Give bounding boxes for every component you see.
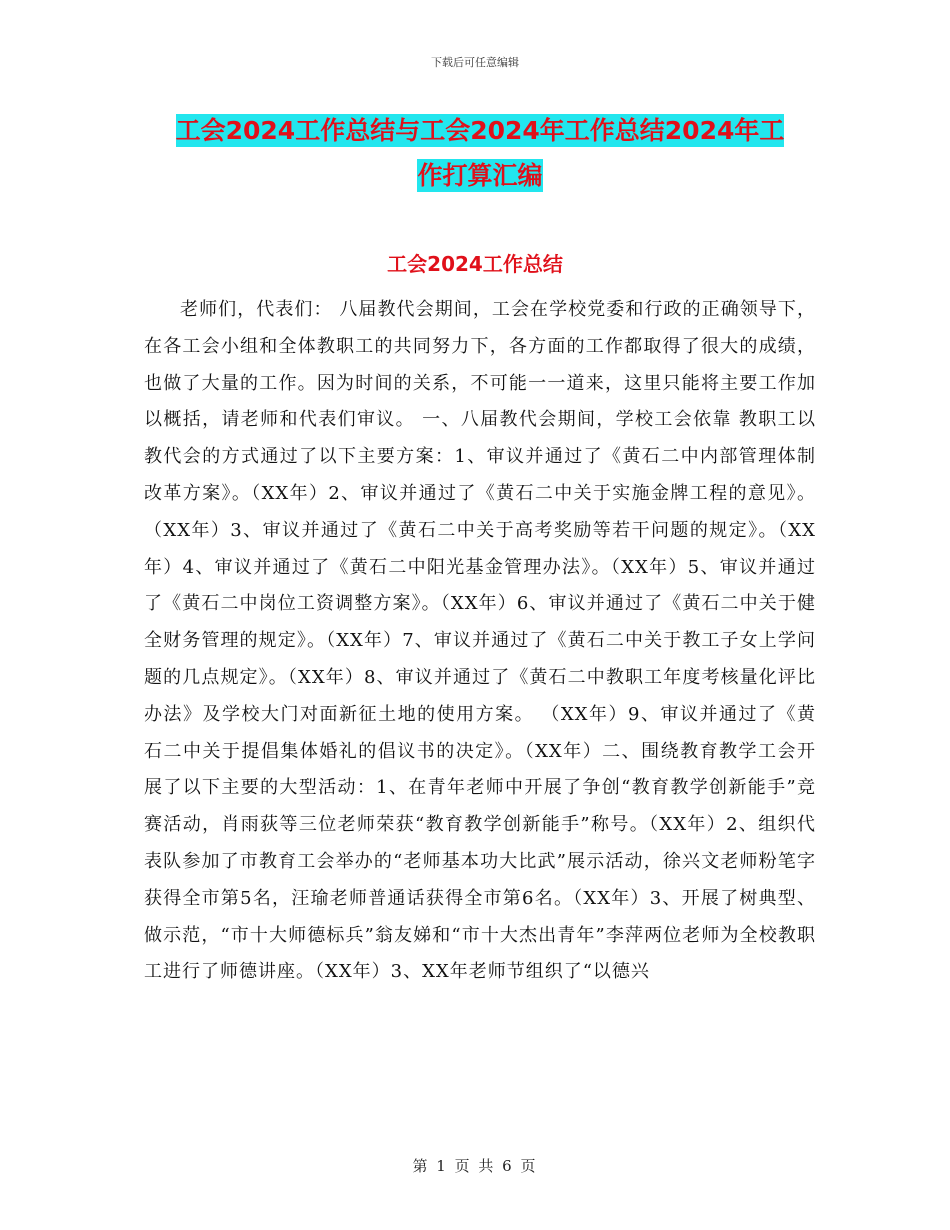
body-paragraph: 老师们，代表们： 八届教代会期间，工会在学校党委和行政的正确领导下，在各工会小组和全体教职工的共同努力下，各方面的工作都取得了很大的成绩，也做了大量的工作。因为时间的关系，不可能一一道来，这里只能将主要工作加以概括，请老师和代表们审议。 一、八届教代会期间，学校工会依靠 教职工以教代会的方式通过了以下主要方案：1、审议并通过了《黄石二中内部管理体制改革方案》。（XX年）2、审议并通过了《黄石二中关于实施金牌工程的意见》。（XX年）3、审议并通过了《黄石二中关于高考奖励等若干问题的规定》。（XX年）4、审议并通过了《黄石二中阳光基金管理办法》。（XX年）5、审议并通过了《黄石二中岗位工资调整方案》。（XX年）6、审议并通过了《黄石二中关于健全财务管理的规定》。（XX年）7、审议并通过了《黄石二中关于教工子女上学问题的几点规定》。（XX年）8、审议并通过了《黄石二中教职工年度考核量化评比办法》及学校大门对面新征土地的使用方案。 （XX年）9、审议并通过了《黄石二中关于提倡集体婚礼的倡议书的决定》。（XX年）二、围绕教育教学工会开展了以下主要的大型活动：1、在青年老师中开展了争创“教育教学创新能手”竞赛活动，肖雨荻等三位老师荣获“教育教学创新能手”称号。（XX年）2、组织代表队参加了市教育工会举办的“老师基本功大比武”展示活动，徐兴文老师粉笔字获得全市第5名，汪瑜老师普通话获得全市第6名。（XX年）3、开展了树典型、做示范，“市十大师德标兵”翁友娣和“市十大杰出青年”李萍两位老师为全校教职工进行了师德讲座。（XX年）3、XX年老师节组织了“以德兴 bbox=[144, 299, 816, 983]
page-number: 第 1 页 共 6 页 bbox=[412, 1157, 538, 1175]
document-title-line1: 工会2024工作总结与工会2024年工作总结2024年工 bbox=[175, 116, 785, 145]
document-title bbox=[140, 108, 820, 198]
header-note: 下载后可任意编辑 bbox=[431, 56, 519, 69]
section-title: 工会2024工作总结 bbox=[387, 252, 563, 276]
document-title-line2: 作打算汇编 bbox=[417, 161, 543, 190]
